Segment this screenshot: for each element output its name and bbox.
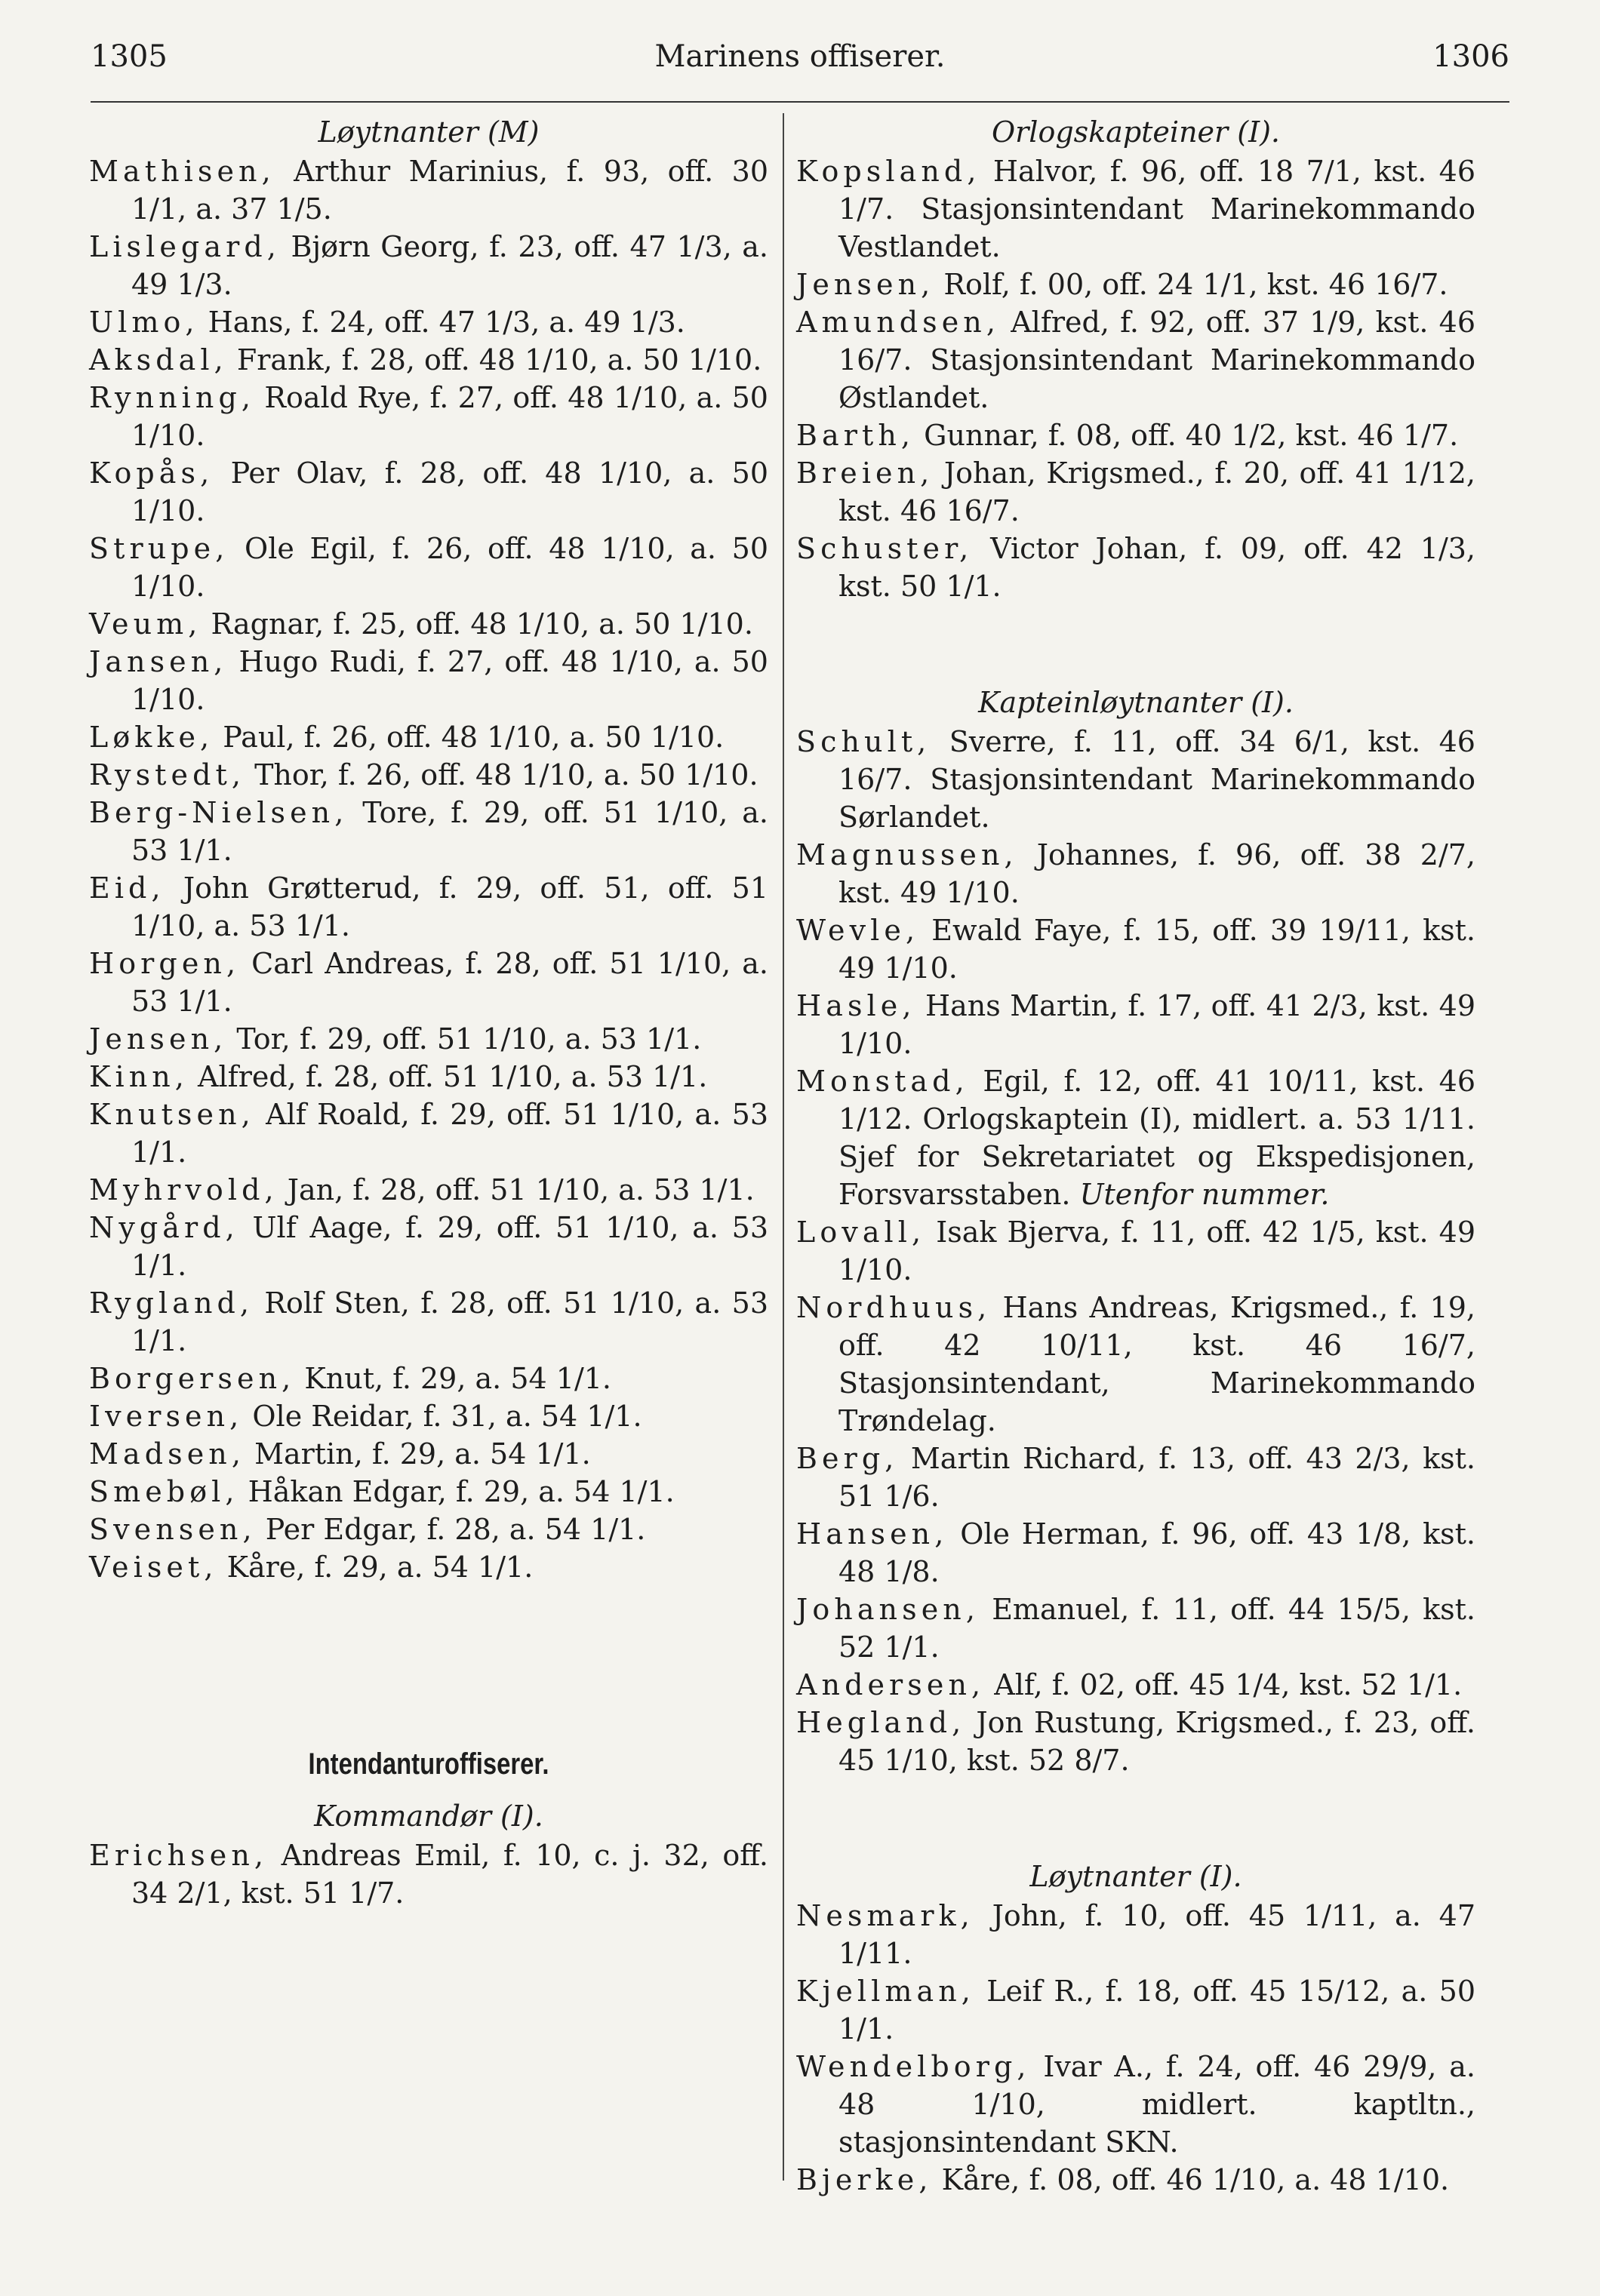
officer-details: Martin Richard, f. 13, off. 43 2/3, kst. 51 1/6. <box>838 1442 1475 1513</box>
group-title: Intendanturoffiserer. <box>308 1747 549 1781</box>
officer-entry <box>89 1284 768 1360</box>
officer-entry <box>796 836 1475 911</box>
officer-details: Andreas Emil, f. 10, c. j. 32, off. 34 2/1, kst. 51 1/7. <box>131 1839 768 1910</box>
officer-details: Jon Rustung, Krigsmed., f. 23, off. 45 1/10, kst. 52 8/7. <box>838 1706 1475 1777</box>
officer-details: Ragnar, f. 25, off. 48 1/10, a. 50 1/10. <box>202 607 753 641</box>
column-divider <box>783 113 784 2181</box>
officer-entry <box>89 530 768 605</box>
officer-details: Rolf, f. 00, off. 24 1/1, kst. 46 16/7. <box>934 268 1448 301</box>
section-heading: Orlogskapteiner (I). <box>991 115 1281 149</box>
officer-details: Ivar A., f. 24, off. 46 29/9, a. 48 1/10, midlert. kaptltn., stasjonsintendant SKN. <box>838 2050 1475 2159</box>
officer-details: John, f. 10, off. 45 1/11, a. 47 1/11. <box>838 1899 1475 1970</box>
officer-details: Hugo Rudi, f. 27, off. 48 1/10, a. 50 1/10. <box>131 645 768 716</box>
officer-surname: Berg, <box>796 1442 899 1475</box>
officer-entry <box>796 1666 1475 1704</box>
officer-surname: Myhrvold, <box>89 1173 278 1206</box>
officer-entry <box>89 341 768 379</box>
officer-entry <box>796 911 1475 987</box>
officer-entry <box>89 1397 768 1435</box>
officer-details: Roald Rye, f. 27, off. 48 1/10, a. 50 1/10. <box>131 381 768 452</box>
officer-details: Alfred, f. 28, off. 51 1/10, a. 53 1/1. <box>188 1060 708 1093</box>
left-column <box>89 113 768 1912</box>
officer-details: John Grøtterud, f. 29, off. 51, off. 51 1/10, a. 53 1/1. <box>131 871 768 942</box>
officer-surname: Kinn, <box>89 1060 189 1093</box>
officer-surname: Horgen, <box>89 947 241 980</box>
officer-surname: Jensen, <box>796 268 935 301</box>
officer-surname: Amundsen, <box>796 306 1001 339</box>
officer-surname: Nygård, <box>89 1211 239 1244</box>
section-heading: Løytnanter (I). <box>1029 1860 1242 1893</box>
officer-details: Paul, f. 26, off. 48 1/10, a. 50 1/10. <box>214 721 725 754</box>
officer-entry <box>89 1171 768 1209</box>
officer-entry <box>89 1836 768 1912</box>
officer-entry <box>89 643 768 718</box>
officer-details: Emanuel, f. 11, off. 44 15/5, kst. 52 1/1. <box>838 1593 1475 1664</box>
officer-entry <box>89 1096 768 1171</box>
section-heading: Løytnanter (M) <box>318 115 540 149</box>
officer-details: Tor, f. 29, off. 51 1/10, a. 53 1/1. <box>227 1022 702 1056</box>
officer-entry <box>89 228 768 303</box>
officer-entry <box>89 1435 768 1473</box>
officer-entry <box>89 945 768 1020</box>
officer-details: Ulf Aage, f. 29, off. 51 1/10, a. 53 1/1. <box>131 1211 768 1282</box>
officer-surname: Schuster, <box>796 532 974 565</box>
entry-list <box>89 1836 768 1912</box>
officer-details: Kåre, f. 29, a. 54 1/1. <box>217 1551 534 1584</box>
entry-list <box>796 723 1475 1779</box>
officer-details: Halvor, f. 96, off. 18 7/1, kst. 46 1/7. Stasjonsintendant Marinekommando Vestlandet. <box>838 155 1475 263</box>
officer-entry <box>796 416 1475 454</box>
officer-entry <box>796 266 1475 303</box>
officer-surname: Aksdal, <box>89 343 228 377</box>
entry-list <box>796 152 1475 605</box>
right-column <box>796 113 1475 2199</box>
officer-details: Ole Egil, f. 26, off. 48 1/10, a. 50 1/10. <box>131 532 768 603</box>
entry-list <box>796 1897 1475 2199</box>
running-title: Marinens offiserer. <box>654 39 946 74</box>
officer-entry <box>796 303 1475 416</box>
page-number-left: 1305 <box>91 39 168 74</box>
officer-surname: Berg-Nielsen, <box>89 796 349 829</box>
officer-entry <box>89 1020 768 1058</box>
officer-surname: Nordhuus, <box>796 1291 992 1324</box>
officer-details: Carl Andreas, f. 28, off. 51 1/10, a. 53 1/1. <box>131 947 768 1018</box>
officer-surname: Hansen, <box>796 1517 949 1551</box>
officer-details: Kåre, f. 08, off. 46 1/10, a. 48 1/10. <box>932 2163 1450 2196</box>
officer-details: Alf, f. 02, off. 45 1/4, kst. 52 1/1. <box>985 1668 1463 1701</box>
officer-surname: Wevle, <box>796 914 920 947</box>
officer-entry <box>89 794 768 869</box>
officer-surname: Ulmo, <box>89 306 199 339</box>
officer-surname: Smebøl, <box>89 1475 239 1508</box>
officer-surname: Mathisen, <box>89 155 275 188</box>
officer-entry <box>89 1360 768 1397</box>
officer-entry <box>89 1511 768 1548</box>
officer-entry <box>89 303 768 341</box>
officer-entry <box>796 1213 1475 1289</box>
officer-entry <box>796 530 1475 605</box>
officer-details: Ole Reidar, f. 31, a. 54 1/1. <box>243 1400 642 1433</box>
officer-surname: Schult, <box>796 725 931 758</box>
officer-details: Jan, f. 28, off. 51 1/10, a. 53 1/1. <box>278 1173 755 1206</box>
officer-details: Isak Bjerva, f. 11, off. 42 1/5, kst. 49 1/10. <box>838 1216 1475 1286</box>
officer-entry <box>796 1972 1475 2048</box>
officer-details: Victor Johan, f. 09, off. 42 1/3, kst. 50 1/1. <box>838 532 1475 603</box>
officer-surname: Monstad, <box>796 1065 969 1098</box>
officer-note: Utenfor nummer. <box>1079 1178 1330 1211</box>
officer-details: Hans Andreas, Krigsmed., f. 19, off. 42 10/11, kst. 46 16/7, Stasjonsintendant, Marinekommando Trøndelag. <box>838 1291 1475 1437</box>
officer-surname: Lislegard, <box>89 230 281 263</box>
officer-surname: Rygland, <box>89 1286 254 1320</box>
officer-details: Johan, Krigsmed., f. 20, off. 41 1/12, kst. 46 16/7. <box>838 456 1475 527</box>
officer-entry <box>796 1897 1475 1972</box>
officer-entry <box>796 1591 1475 1666</box>
entry-list <box>89 152 768 1586</box>
officer-details: Johannes, f. 96, off. 38 2/7, kst. 49 1/10. <box>838 838 1475 909</box>
officer-details: Arthur Marinius, f. 93, off. 30 1/1, a. 37 1/5. <box>131 155 768 226</box>
section-heading: Kapteinløytnanter (I). <box>978 686 1294 719</box>
officer-surname: Jansen, <box>89 645 228 678</box>
officer-entry <box>89 1473 768 1511</box>
officer-details: Frank, f. 28, off. 48 1/10, a. 50 1/10. <box>227 343 762 377</box>
officer-details: Thor, f. 26, off. 48 1/10, a. 50 1/10. <box>245 758 758 791</box>
officer-surname: Borgersen, <box>89 1362 296 1395</box>
officer-surname: Kopsland, <box>796 155 981 188</box>
officer-entry <box>89 756 768 794</box>
officer-entry <box>796 1062 1475 1213</box>
officer-entry <box>796 1515 1475 1591</box>
officer-surname: Iversen, <box>89 1400 244 1433</box>
officer-entry <box>89 1058 768 1096</box>
officer-entry <box>796 2161 1475 2199</box>
officer-entry <box>89 1548 768 1586</box>
officer-entry <box>89 454 768 530</box>
officer-entry <box>796 152 1475 266</box>
officer-details: Egil, f. 12, off. 41 10/11, kst. 46 1/12. Orlogskaptein (I), midlert. a. 53 1/11. Sjef for Sekretariatet og Ekspedisjonen, Forsvarsstaben. <box>838 1065 1475 1211</box>
officer-details: Alf Roald, f. 29, off. 51 1/10, a. 53 1/1. <box>131 1098 768 1169</box>
officer-surname: Rystedt, <box>89 758 245 791</box>
officer-surname: Nesmark, <box>796 1899 974 1932</box>
officer-details: Ewald Faye, f. 15, off. 39 19/11, kst. 49 1/10. <box>838 914 1475 985</box>
header-rule <box>91 101 1509 103</box>
section-heading: Kommandør (I). <box>314 1800 543 1833</box>
officer-entry <box>796 2048 1475 2161</box>
officer-details: Tore, f. 29, off. 51 1/10, a. 53 1/1. <box>131 796 768 867</box>
officer-details: Bjørn Georg, f. 23, off. 47 1/3, a. 49 1/3. <box>131 230 768 301</box>
officer-surname: Hasle, <box>796 989 916 1022</box>
officer-details: Ole Herman, f. 96, off. 43 1/8, kst. 48 1/8. <box>838 1517 1475 1588</box>
officer-surname: Knutsen, <box>89 1098 255 1131</box>
officer-surname: Erichsen, <box>89 1839 269 1872</box>
officer-entry <box>796 454 1475 530</box>
officer-entry <box>89 379 768 454</box>
officer-surname: Lovall, <box>796 1216 926 1249</box>
officer-surname: Breien, <box>796 456 934 490</box>
officer-details: Leif R., f. 18, off. 45 15/12, a. 50 1/1. <box>838 1975 1475 2045</box>
officer-surname: Magnussen, <box>796 838 1018 871</box>
officer-details: Hans Martin, f. 17, off. 41 2/3, kst. 49 1/10. <box>838 989 1475 1060</box>
officer-entry <box>796 1440 1475 1515</box>
running-head <box>91 39 1509 85</box>
officer-details: Rolf Sten, f. 28, off. 51 1/10, a. 53 1/1. <box>131 1286 768 1357</box>
officer-entry <box>796 987 1475 1062</box>
officer-details: Martin, f. 29, a. 54 1/1. <box>245 1437 591 1471</box>
officer-details: Gunnar, f. 08, off. 40 1/2, kst. 46 1/7. <box>915 419 1459 452</box>
officer-surname: Madsen, <box>89 1437 245 1471</box>
officer-details: Knut, f. 29, a. 54 1/1. <box>295 1362 612 1395</box>
officer-entry <box>89 869 768 945</box>
officer-entry <box>796 723 1475 836</box>
page-number-right: 1306 <box>1432 39 1509 74</box>
officer-surname: Hegland, <box>796 1706 966 1739</box>
officer-surname: Kopås, <box>89 456 214 490</box>
officer-surname: Svensen, <box>89 1513 257 1546</box>
officer-surname: Wendelborg, <box>796 2050 1031 2083</box>
officer-surname: Bjerke, <box>796 2163 933 2196</box>
officer-details: Hans, f. 24, off. 47 1/3, a. 49 1/3. <box>198 306 685 339</box>
officer-surname: Veum, <box>89 607 202 641</box>
officer-entry <box>796 1704 1475 1779</box>
officer-surname: Barth, <box>796 419 915 452</box>
officer-entry <box>89 152 768 228</box>
officer-entry <box>796 1289 1475 1440</box>
officer-surname: Veiset, <box>89 1551 218 1584</box>
officer-surname: Andersen, <box>796 1668 986 1701</box>
officer-surname: Johansen, <box>796 1593 980 1626</box>
officer-surname: Jensen, <box>89 1022 228 1056</box>
officer-surname: Strupe, <box>89 532 229 565</box>
officer-surname: Eid, <box>89 871 165 905</box>
officer-details: Sverre, f. 11, off. 34 6/1, kst. 46 16/7. Stasjonsintendant Marinekommando Sørlandet. <box>838 725 1475 834</box>
officer-surname: Kjellman, <box>796 1975 975 2008</box>
officer-entry <box>89 1209 768 1284</box>
officer-surname: Løkke, <box>89 721 214 754</box>
officer-surname: Rynning, <box>89 381 256 414</box>
officer-details: Håkan Edgar, f. 29, a. 54 1/1. <box>238 1475 675 1508</box>
officer-entry <box>89 718 768 756</box>
officer-details: Per Edgar, f. 28, a. 54 1/1. <box>256 1513 646 1546</box>
officer-entry <box>89 605 768 643</box>
officer-details: Per Olav, f. 28, off. 48 1/10, a. 50 1/10. <box>131 456 768 527</box>
officer-details: Alfred, f. 92, off. 37 1/9, kst. 46 16/7. Stasjonsintendant Marinekommando Østlandet. <box>838 306 1475 414</box>
